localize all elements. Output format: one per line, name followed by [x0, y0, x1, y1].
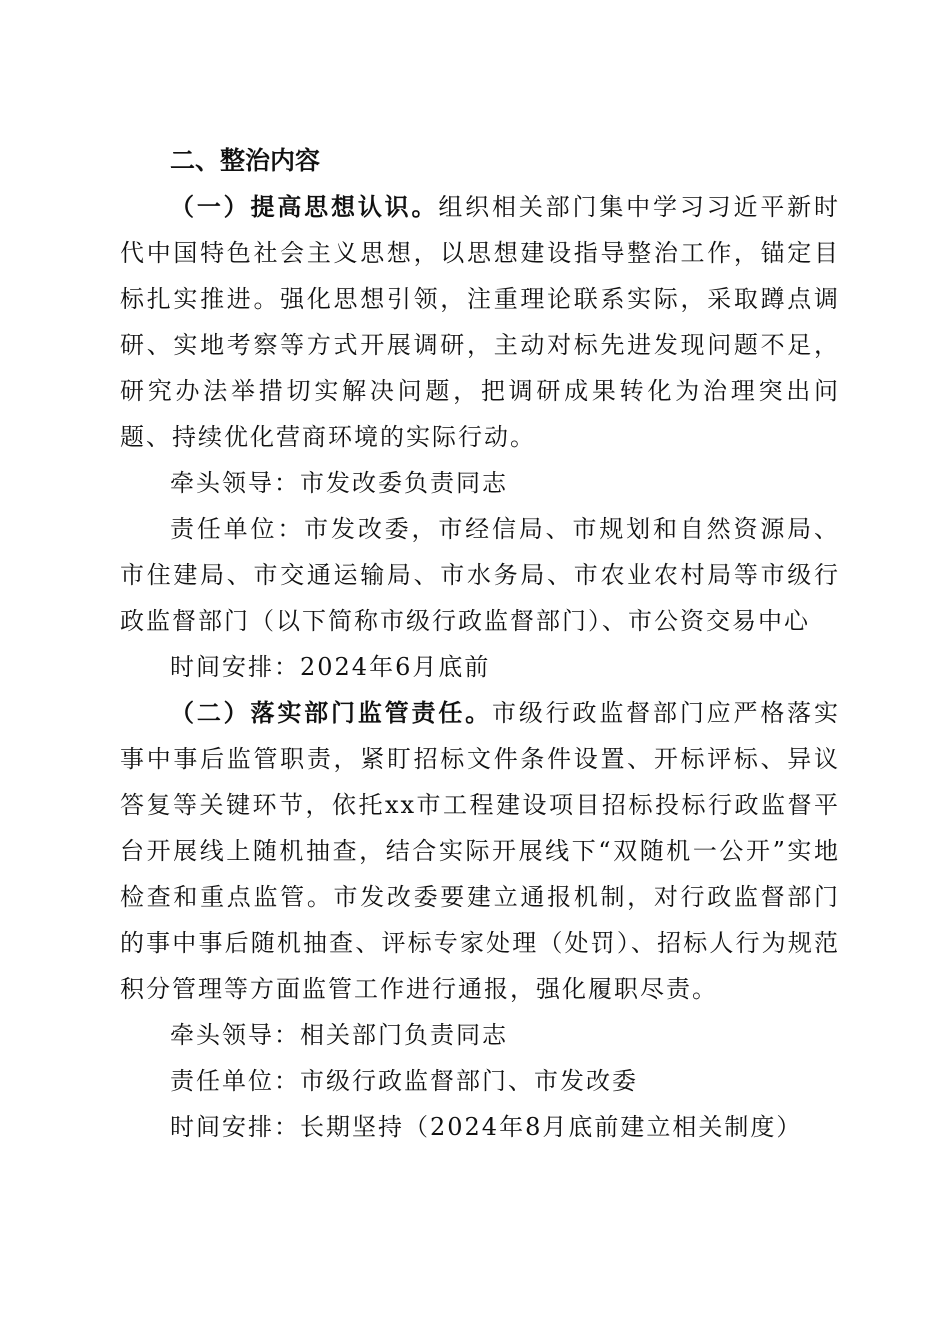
- paragraph-1-body: 组织相关部门集中学习习近平新时代中国特色社会主义思想，以思想建设指导整治工作，锚定目标扎实推进。强化思想引领，注重理论联系实际，采取蹲点调研、实地考察等方式开展调研，主动对标先进发现问题不足，研究办法举措切实解决问题，把调研成果转化为治理突出问题、持续优化营商环境的实际行动。: [120, 193, 841, 451]
- lead-leader-2: 牵头领导：相关部门负责同志: [170, 1021, 508, 1049]
- paragraph-2-lead: （二）落实部门监管责任。: [170, 699, 492, 727]
- responsible-unit-1: 责任单位：市发改委，市经信局、市规划和自然资源局、市住建局、市交通运输局、市水务局、市农业农村局等市级行政监督部门（以下简称市级行政监督部门）、市公资交易中心: [120, 515, 840, 635]
- paragraph-2: [120, 690, 840, 1012]
- responsible-unit-2: 责任单位：市级行政监督部门、市发改委: [170, 1067, 638, 1095]
- lead-leader-1: 牵头领导：市发改委负责同志: [170, 469, 508, 497]
- schedule-2: 时间安排：长期坚持（2024年8月底前建立相关制度）: [170, 1113, 803, 1141]
- paragraph-2-body: 市级行政监督部门应严格落实事中事后监管职责，紧盯招标文件条件设置、开标评标、异议答复等关键环节，依托xx市工程建设项目招标投标行政监督平台开展线上随机抽查，结合实际开展线下“双随机一公开”实地检查和重点监管。市发改委要建立通报机制，对行政监督部门的事中事后随机抽查、评标专家处理（处罚）、招标人行为规范积分管理等方面监管工作进行通报，强化履职尽责。: [120, 699, 840, 1003]
- paragraph-1-lead: （一）提高思想认识。: [170, 193, 439, 221]
- schedule-1: 时间安排：2024年6月底前: [170, 653, 491, 681]
- paragraph-1: [120, 184, 840, 460]
- section-heading: 二、整治内容: [170, 146, 321, 175]
- document-page: [120, 138, 840, 1150]
